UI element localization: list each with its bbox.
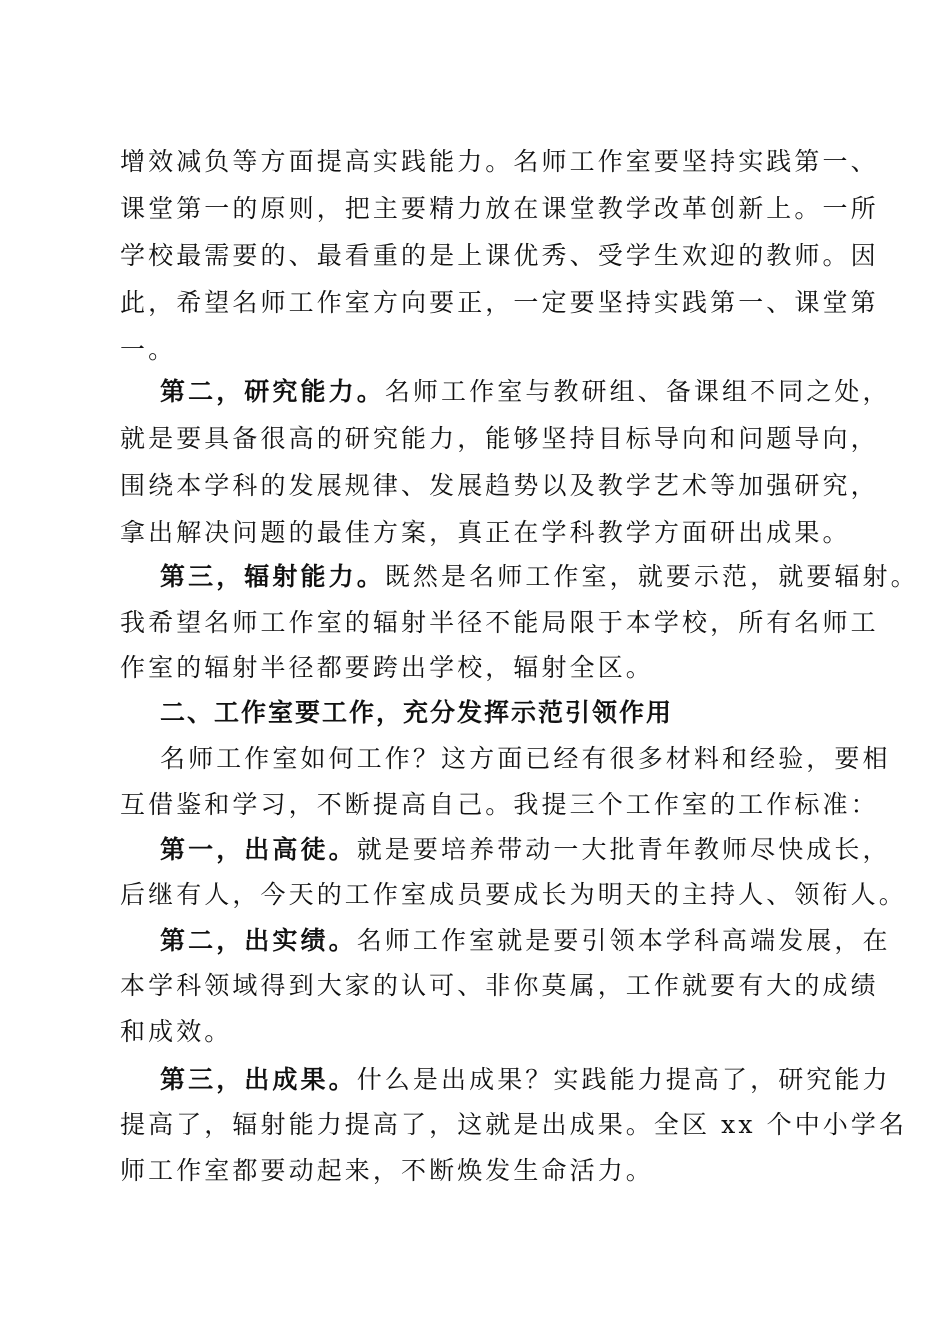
- paragraph-first-line: [160, 1065, 891, 1095]
- paragraph-lead: 第二，出实绩。: [160, 926, 357, 955]
- text-line: 学校最需要的、最看重的是上课优秀、受学生欢迎的教师。因: [120, 241, 879, 270]
- text-line: 互借鉴和学习，不断提高自己。我提三个工作室的工作标准：: [120, 790, 879, 819]
- text-line: 此，希望名师工作室方向要正，一定要坚持实践第一、课堂第: [120, 288, 879, 317]
- text-line: 名师工作室如何工作？这方面已经有很多材料和经验，要相: [160, 744, 891, 773]
- text-line: 围绕本学科的发展规律、发展趋势以及教学艺术等加强研究，: [120, 471, 879, 500]
- text-line: 师工作室都要动起来，不断焕发生命活力。: [120, 1156, 654, 1185]
- text-line: 和成效。: [120, 1017, 233, 1046]
- text-line: 作室的辐射半径都要跨出学校，辐射全区。: [120, 653, 654, 682]
- text-line: 后继有人，今天的工作室成员要成长为明天的主持人、领衔人。: [120, 880, 907, 909]
- text-line: 本学科领域得到大家的认可、非你莫属，工作就要有大的成绩: [120, 971, 879, 1000]
- paragraph-lead: 第三，辐射能力。: [160, 562, 385, 591]
- paragraph-text: 既然是名师工作室，就要示范，就要辐射。: [384, 562, 919, 591]
- text-line: 就是要具备很高的研究能力，能够坚持目标导向和问题导向，: [120, 424, 879, 453]
- text-line: 一。: [120, 335, 177, 364]
- text-line: 拿出解决问题的最佳方案，真正在学科教学方面研出成果。: [120, 518, 851, 547]
- paragraph-text: 就是要培养带动一大批青年教师尽快成长，: [356, 835, 891, 864]
- paragraph-first-line: [160, 377, 891, 407]
- text-line: 提高了，辐射能力提高了，这就是出成果。全区 xx 个中小学名: [120, 1110, 908, 1139]
- paragraph-first-line: [160, 926, 891, 956]
- paragraph-text: 名师工作室与教研组、备课组不同之处，: [384, 377, 891, 406]
- paragraph-first-line: [160, 562, 919, 592]
- text-line: 课堂第一的原则，把主要精力放在课堂教学改革创新上。一所: [120, 194, 879, 223]
- section-heading: 二、工作室要工作，充分发挥示范引领作用: [160, 698, 674, 727]
- text-line: 增效减负等方面提高实践能力。名师工作室要坚持实践第一、: [120, 147, 879, 176]
- paragraph-lead: 第三，出成果。: [160, 1065, 357, 1094]
- text-line: 我希望名师工作室的辐射半径不能局限于本学校，所有名师工: [120, 608, 879, 637]
- paragraph-lead: 第二，研究能力。: [160, 377, 385, 406]
- paragraph-text: 名师工作室就是要引领本学科高端发展，在: [356, 926, 891, 955]
- paragraph-text: 什么是出成果？实践能力提高了，研究能力: [356, 1065, 891, 1094]
- paragraph-first-line: [160, 835, 891, 865]
- paragraph-lead: 第一，出高徒。: [160, 835, 357, 864]
